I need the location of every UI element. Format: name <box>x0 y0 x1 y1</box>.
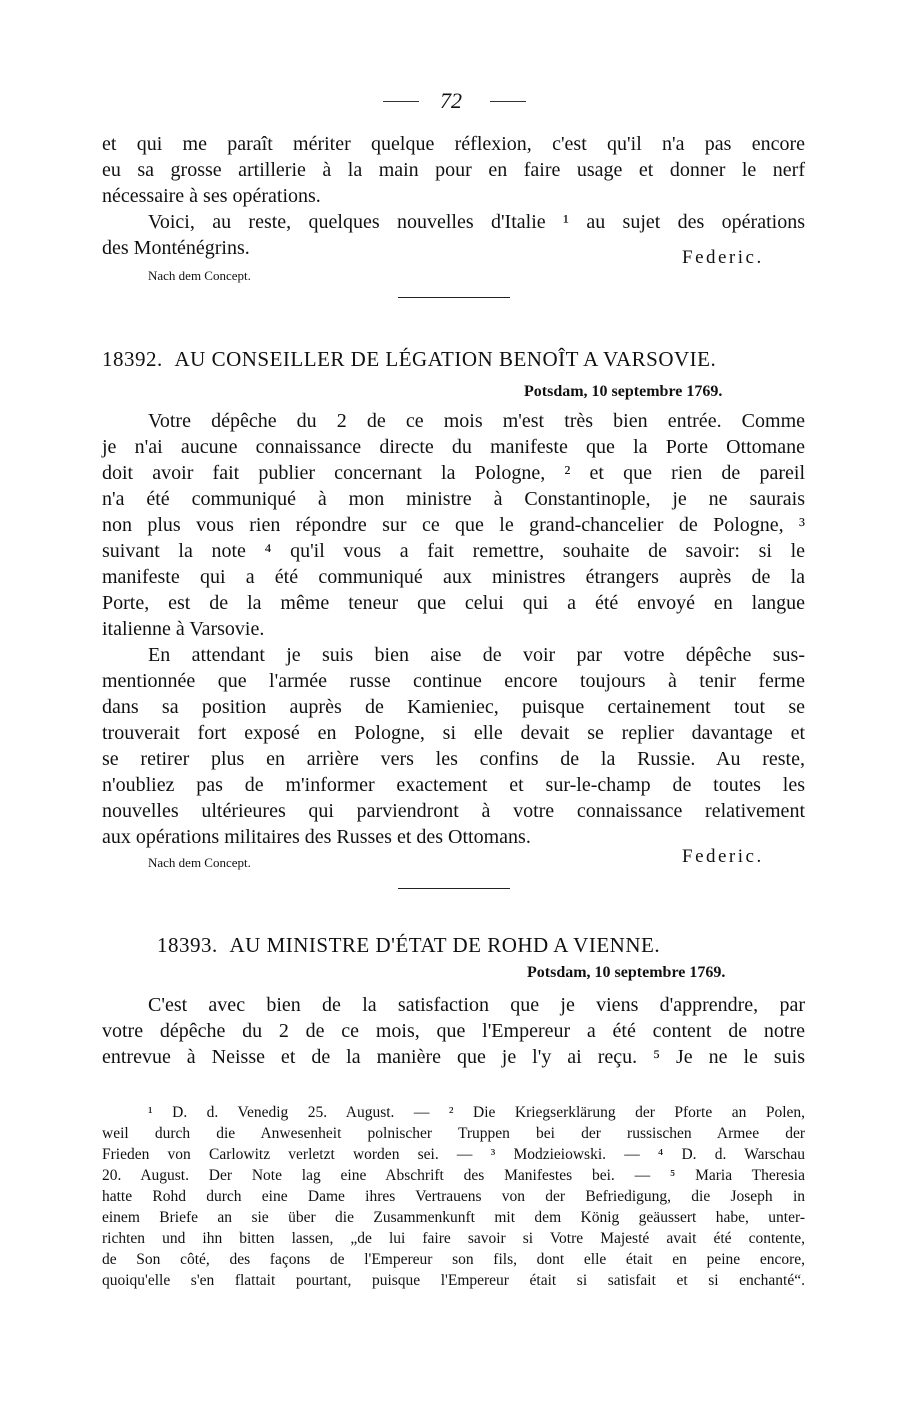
body-line: n'oubliez pas de m'informer exactement et sur-le-champ de toutes les <box>102 774 805 796</box>
letter-number: 18393. <box>157 933 218 957</box>
body-line: aux opérations militaires des Russes et des Ottomans. <box>102 826 531 848</box>
body-line: En attendant je suis bien aise de voir par votre dépêche sus- <box>148 644 805 666</box>
body-line: Voici, au reste, quelques nouvelles d'Italie ¹ au sujet des opérations <box>148 211 805 233</box>
page-number-dash-right <box>490 101 526 102</box>
body-line: nouvelles ultérieures qui parviendront à votre connaissance relativement <box>102 800 805 822</box>
page-number: 72 <box>440 88 462 113</box>
section-divider <box>398 888 510 889</box>
body-line: nécessaire à ses opérations. <box>102 185 321 207</box>
letter-title: AU CONSEILLER DE LÉGATION BENOÎT A VARSOVIE. <box>174 347 717 371</box>
dateline: Potsdam, 10 septembre 1769. <box>524 383 723 400</box>
source-note: Nach dem Concept. <box>148 855 251 870</box>
signature: Federic. <box>682 247 764 268</box>
body-line: n'a été communiqué à mon ministre à Constantinople, je ne saurais <box>102 488 805 510</box>
body-line: Votre dépêche du 2 de ce mois m'est très bien entrée. Comme <box>148 410 805 432</box>
body-line: italienne à Varsovie. <box>102 618 265 640</box>
footnote-line: de Son côté, des façons de l'Empereur son fils, dont elle était en peine encore, <box>102 1251 805 1268</box>
body-line: dans sa position auprès de Kamieniec, puisque certainement tout se <box>102 696 805 718</box>
footnote-line: quoiqu'elle s'en flattait pourtant, puisque l'Empereur était si satisfait et si enchanté“. <box>102 1272 805 1289</box>
body-line: mentionnée que l'armée russe continue encore toujours à tenir ferme <box>102 670 805 692</box>
section-divider <box>398 297 510 298</box>
body-line: votre dépêche du 2 de ce mois, que l'Empereur a été content de notre <box>102 1020 805 1042</box>
letter-title: AU MINISTRE D'ÉTAT DE ROHD A VIENNE. <box>229 933 661 957</box>
body-line: je n'ai aucune connaissance directe du manifeste que la Porte Ottomane <box>102 436 805 458</box>
body-line: Porte, est de la même teneur que celui qui a été envoyé en langue <box>102 592 805 614</box>
body-line: entrevue à Neisse et de la manière que je l'y ai reçu. ⁵ Je ne le suis <box>102 1046 805 1068</box>
signature: Federic. <box>682 846 764 867</box>
source-note: Nach dem Concept. <box>148 268 251 283</box>
footnote-line: einem Briefe an sie über die Zusammenkunft mit dem König geäussert habe, unter- <box>102 1209 805 1226</box>
footnote-line: Frieden von Carlowitz verletzt worden sei. — ³ Modzieiowski. — ⁴ D. d. Warschau <box>102 1146 805 1163</box>
body-line: suivant la note ⁴ qu'il vous a fait remettre, souhaite de savoir: si le <box>102 540 805 562</box>
letter-heading <box>102 347 716 372</box>
footnote-line: weil durch die Anwesenheit polnischer Truppen bei der russischen Armee der <box>102 1125 805 1142</box>
letter-heading <box>157 933 660 958</box>
footnote-line: 20. August. Der Note lag eine Abschrift des Manifestes bei. — ⁵ Maria Theresia <box>102 1167 805 1184</box>
body-line: et qui me paraît mériter quelque réflexion, c'est qu'il n'a pas encore <box>102 133 805 155</box>
body-line: C'est avec bien de la satisfaction que je viens d'apprendre, par <box>148 994 805 1016</box>
body-line: doit avoir fait publier concernant la Pologne, ² et que rien de pareil <box>102 462 805 484</box>
footnote-line: ¹ D. d. Venedig 25. August. — ² Die Kriegserklärung der Pforte an Polen, <box>148 1104 805 1121</box>
footnote-line: hatte Rohd durch eine Dame ihres Vertrauens von der Befriedigung, die Joseph in <box>102 1188 805 1205</box>
page-number-dash-left <box>383 101 419 102</box>
body-line: se retirer plus en arrière vers les confins de la Russie. Au reste, <box>102 748 805 770</box>
body-line: trouverait fort exposé en Pologne, si elle devait se replier davantage et <box>102 722 805 744</box>
body-line: manifeste qui a été communiqué aux ministres étrangers auprès de la <box>102 566 805 588</box>
body-line: non plus vous rien répondre sur ce que le grand-chancelier de Pologne, ³ <box>102 514 805 536</box>
letter-number: 18392. <box>102 347 163 371</box>
footnote-line: richten und ihn bitten lassen, „de lui faire savoir si Votre Majesté avait été contente, <box>102 1230 805 1247</box>
body-line: des Monténégrins. <box>102 237 250 259</box>
body-line: eu sa grosse artillerie à la main pour en faire usage et donner le nerf <box>102 159 805 181</box>
dateline: Potsdam, 10 septembre 1769. <box>527 964 726 981</box>
